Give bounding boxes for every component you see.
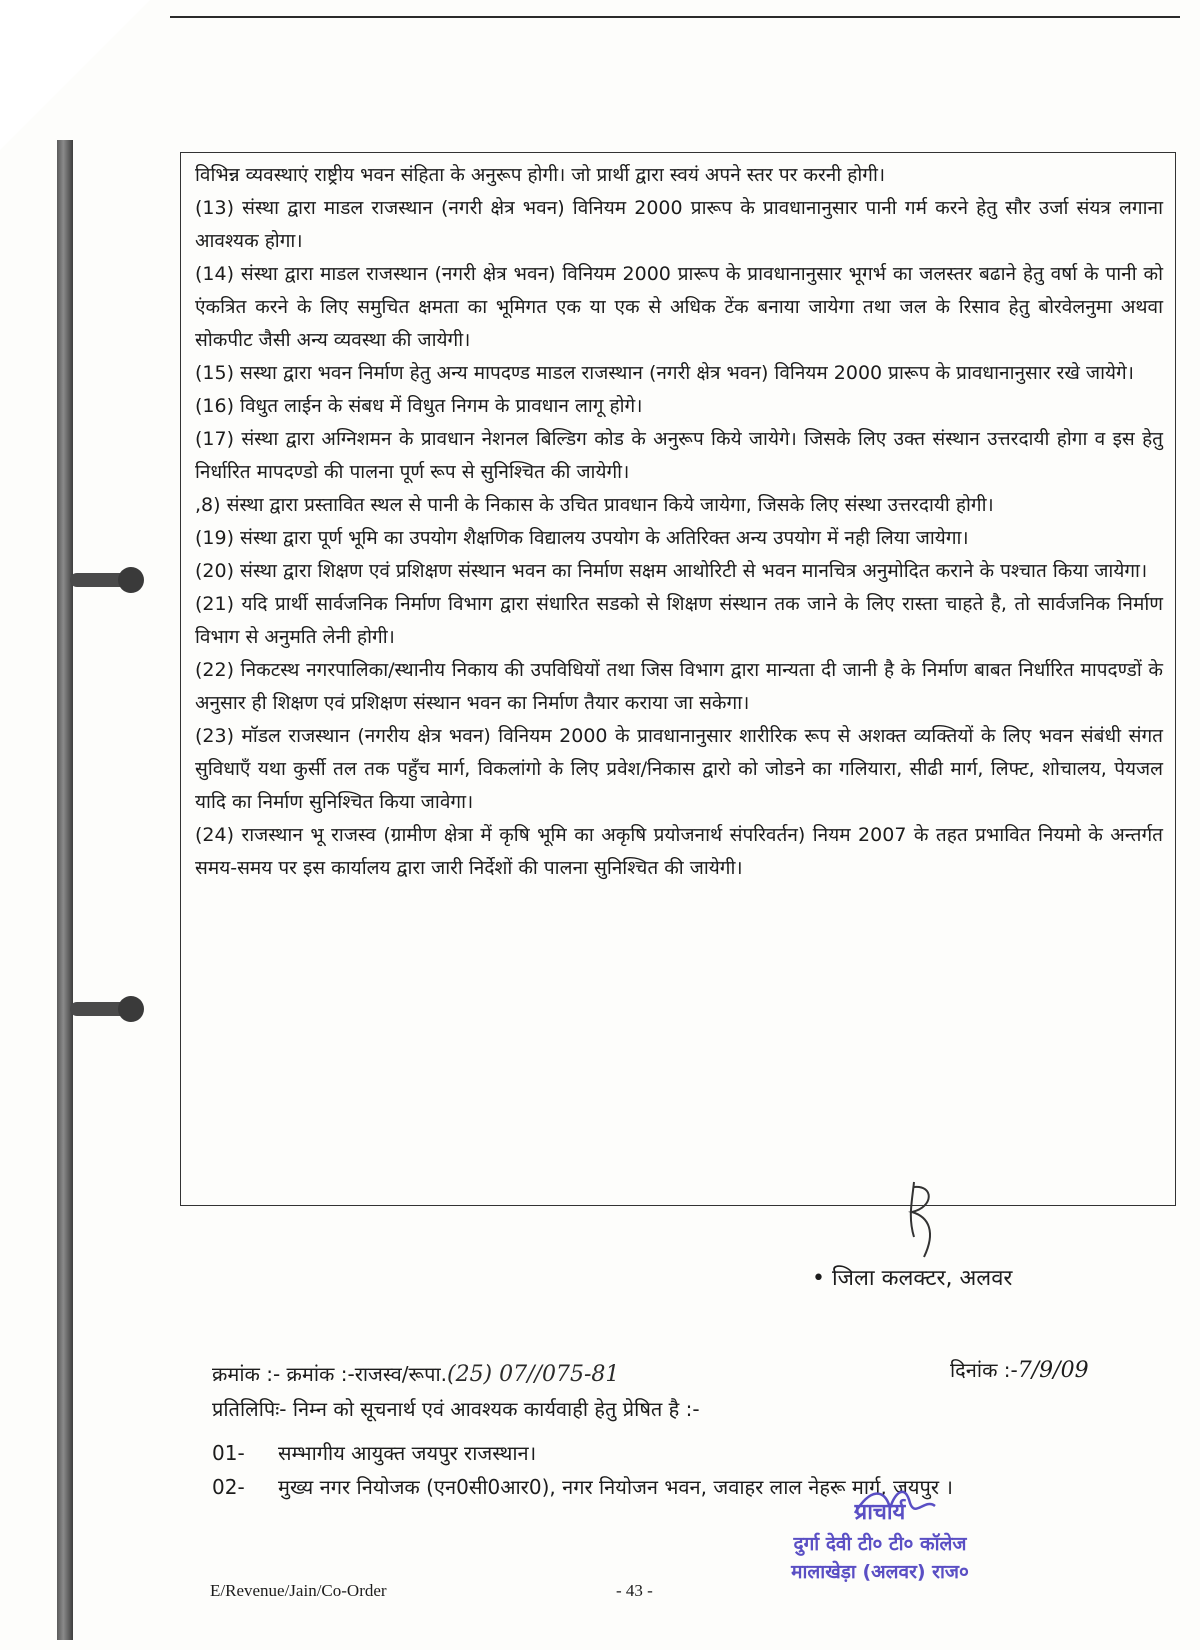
footer-reference: E/Revenue/Jain/Co-Order (210, 1581, 387, 1600)
paragraph-23: (23) मॉडल राजस्थान (नगरीय क्षेत्र भवन) विनियम 2000 के प्रावधानानुसार शारीरिक रूप से अशक्त व्यक्तियों के लिए भवन संबंधी संगत सुविधाएँ यथा कुर्सी तल तक पहुँच मार्ग, विकलांगो के लिए प्रवेश/निकास द्वारो को जोडने का गलियारा, सीढी मार्ग, लिफ्ट, शोचालय, पेयजल यादि का निर्माण सुनिश्चित किया जावेगा। (195, 725, 1163, 813)
copy-recipients-list (212, 1436, 1132, 1504)
stamp-title: प्राचार्य (854, 1500, 906, 1525)
signature-scribble-icon (884, 1177, 954, 1267)
paragraph-19: (19) संस्था द्वारा पूर्ण भूमि का उपयोग शैक्षणिक विद्यालय उपयोग के अतिरिक्त अन्य उपयोग में नही लिया जायेगा। (195, 527, 969, 549)
date-line (950, 1356, 1089, 1383)
binder-knob-top (118, 567, 144, 593)
signatory-title: • जिला कलक्टर, अलवर (812, 1266, 1013, 1291)
list-item-number: 02- (212, 1475, 245, 1499)
reference-printed: क्रमांक :- क्रमांक :-राजस्व/रूपा. (212, 1362, 447, 1386)
paragraph-14: (14) संस्था द्वारा माडल राजस्थान (नगरी क्षेत्र भवन) विनियम 2000 प्रारूप के प्रावधानानुसार भूगर्भ का जलस्तर बढाने हेतु वर्षा के पानी को एंकत्रित करने के लिए समुचित क्षमता का भूमिगत एक या एक से अधिक टेंक बनाया जायेगा तथा जल के रिसाव हेतु बोरवेलनुमा अथवा सोकपीट जैसी अन्य व्यवस्था की जायेगी। (195, 263, 1163, 351)
paragraph-16: (16) विधुत लाईन के संबध में विधुत निगम के प्रावधान लागू होगे। (195, 395, 643, 417)
paragraph-18: ,8) संस्था द्वारा प्रस्तावित स्थल से पानी के निकास के उचित प्रावधान किये जायेगा, जिसके लिए संस्था उत्तरदायी होगी। (195, 494, 994, 516)
paragraph-15: (15) सस्था द्वारा भवन निर्माण हेतु अन्य मापदण्ड माडल राजस्थान (नगरी क्षेत्र भवन) विनियम 2000 प्रारूप के प्रावधानानुसार रखे जायेगे। (195, 362, 1134, 384)
conditions-box (180, 152, 1176, 1206)
reference-handwritten: (25) 07//075-81 (446, 1362, 620, 1387)
binder-knob-bottom (118, 996, 144, 1022)
principal-stamp (765, 1496, 995, 1584)
stamp-location: मालाखेड़ा (अलवर) राज० (791, 1561, 969, 1583)
binder-spine (57, 140, 73, 1640)
paragraph-22: (22) निकटस्थ नगरपालिका/स्थानीय निकाय की उपविधियों तथा जिस विभाग द्वारा मान्यता दी जानी है के निर्माण बाबत निर्धारित मापदण्डों के अनुसार ही शिक्षण एवं प्रशिक्षण संस्थान भवन का निर्माण तैयार कराया जा सकेगा। (195, 659, 1163, 714)
list-item-text: सम्भागीय आयुक्त जयपुर राजस्थान। (278, 1441, 537, 1465)
paragraph-21: (21) यदि प्रार्थी सार्वजनिक निर्माण विभाग द्वारा संधारित सडको से शिक्षण संस्थान तक जाने के लिए रास्ता चाहते है, तो सार्वजनिक निर्माण विभाग से अनुमति लेनी होगी। (195, 593, 1163, 648)
page-number: - 43 - (616, 1581, 653, 1600)
top-rule (170, 16, 1180, 18)
list-item-number: 01- (212, 1441, 245, 1465)
copy-to-heading: प्रतिलिपिः- निम्न को सूचनार्थ एवं आवश्यक कार्यवाही हेतु प्रेषित है :- (212, 1397, 700, 1421)
paragraph-20: (20) संस्था द्वारा शिक्षण एवं प्रशिक्षण संस्थान भवन का निर्माण सक्षम आथोरिटी से भवन मानचित्र अनुमोदित कराने के पश्चात किया जायेगा। (195, 560, 1148, 582)
date-label: दिनांक :- (950, 1358, 1018, 1382)
stamp-college-name: दुर्गा देवी टी० टी० कॉलेज (793, 1533, 967, 1555)
list-item (212, 1436, 1132, 1470)
paragraph-24: (24) राजस्थान भू राजस्व (ग्रामीण क्षेत्रा में कृषि भूमि का अकृषि प्रयोजनार्थ संपरिवर्तन) नियम 2007 के तहत प्रभावित नियमो के अन्तर्गत समय-समय पर इस कार्यालय द्वारा जारी निर्देशों की पालना सुनिश्चित की जायेगी। (195, 824, 1163, 879)
date-handwritten: 7/9/09 (1017, 1358, 1089, 1383)
paragraph-intro: विभिन्न व्यवस्थाएं राष्ट्रीय भवन संहिता के अनुरूप होगी। जो प्रार्थी द्वारा स्वयं अपने स्तर पर करनी होगी। (195, 164, 886, 186)
reference-number (212, 1360, 619, 1387)
paragraph-17: (17) संस्था द्वारा अग्निशमन के प्रावधान नेशनल बिल्डिग कोड के अनुरूप किये जायेगे। जिसके लिए उक्त संस्थान उत्तरदायी होगा व इस हेतु निर्धारित मापदण्डो की पालना पूर्ण रूप से सुनिश्चित की जायेगी। (195, 428, 1163, 483)
paragraph-13: (13) संस्था द्वारा माडल राजस्थान (नगरी क्षेत्र भवन) विनियम 2000 प्रारूप के प्रावधानानुसार पानी गर्म करने हेतु सौर उर्जा संयत्र लगाना आवश्यक होगा। (195, 197, 1163, 252)
folded-corner (0, 0, 150, 150)
list-item-text: मुख्य नगर नियोजक (एन0सी0आर0), नगर नियोजन भवन, जवाहर लाल नेहरू मार्ग, जयपुर । (278, 1475, 953, 1499)
